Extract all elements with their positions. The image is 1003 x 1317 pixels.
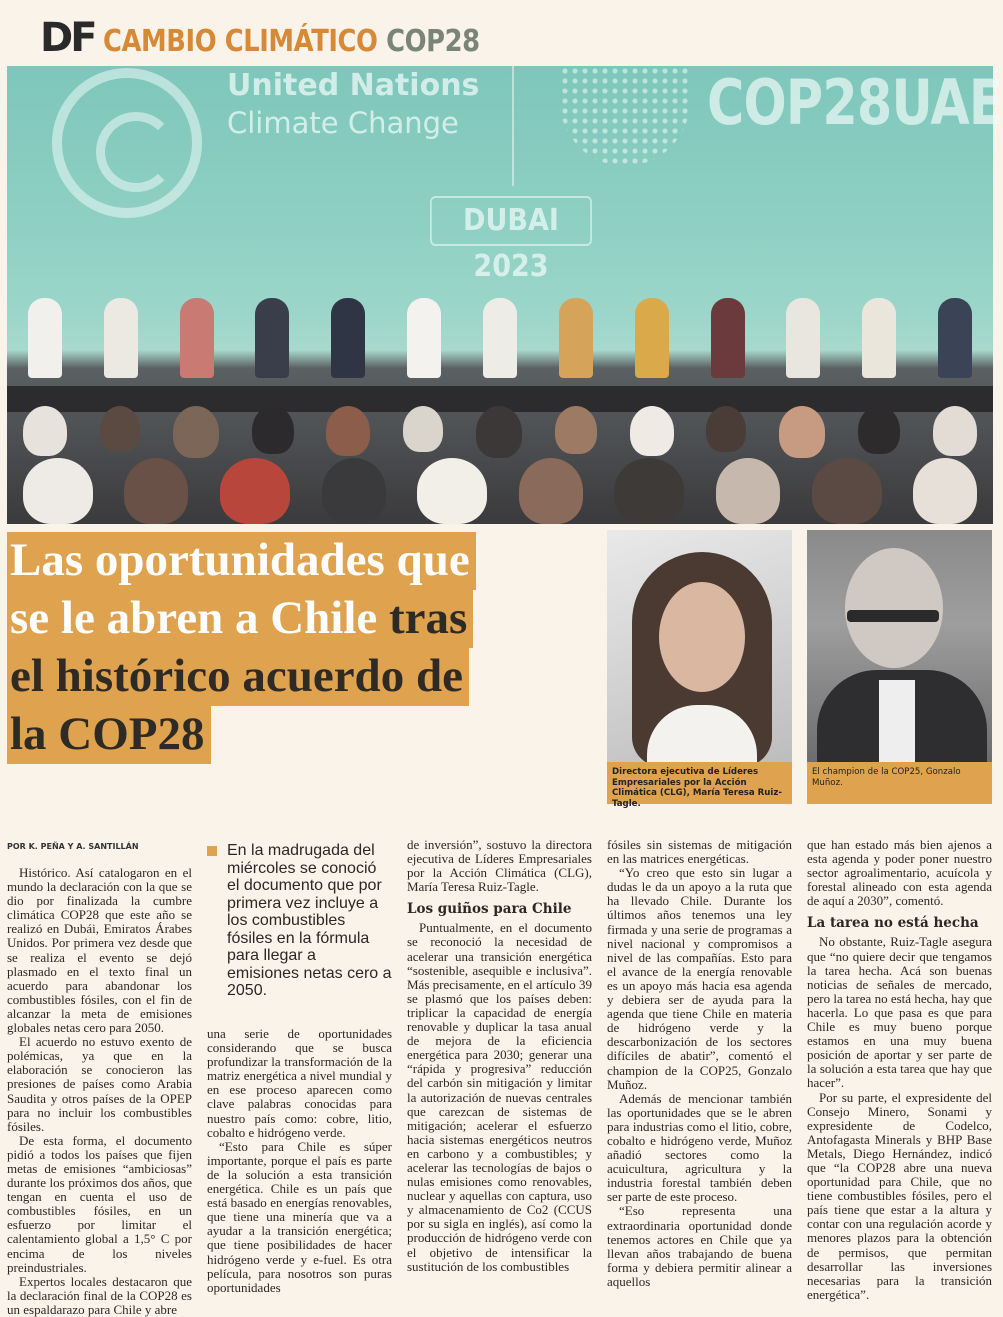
article-column-3 (407, 838, 592, 1274)
article-column-1 (7, 866, 192, 1317)
page-header (40, 8, 541, 61)
audience-row-1 (7, 406, 993, 458)
pull-quote-text: En la madrugada del miércoles se conoció el documento que por primera vez incluye a los combustibles fósiles en la fórmula para llegar a emisiones netas cero a 2050. (227, 842, 392, 999)
article-column-2 (207, 1027, 392, 1295)
backdrop-city-badge: DUBAI 2023 (430, 196, 592, 246)
audience-row-2 (7, 458, 993, 524)
article-column-4 (607, 838, 792, 1289)
pull-quote (207, 842, 392, 1000)
paragraph: una serie de oportunidades considerando que se busca profundizar la transformación de la matriz energética a nivel mundial y en ese proceso aparecen como clave palabras conocidas para nuestro país como: cobre, litio, cobalto e hidrógeno verde. (207, 1026, 392, 1140)
paragraph: El acuerdo no estuvo exento de polémicas, ya que en la elaboración se conocieron las presiones de países como Arabia Saudita y otros países de la OPEP para no incluir los combustibles fósiles. (7, 1034, 192, 1134)
byline: POR K. PEÑA Y A. SANTILLÁN (7, 842, 139, 851)
subheading: La tarea no está hecha (807, 915, 979, 932)
headline-line-2-highlight: se le abren a Chile (10, 592, 378, 644)
paragraph: fósiles sin sistemas de mitigación en las matrices energéticas. (607, 837, 792, 867)
backdrop-org-line1: United Nations (227, 68, 480, 103)
headline-line-3: el histórico acuerdo de (7, 648, 469, 706)
paragraph: Expertos locales destacaron que la declaración final de la COP28 es un espaldarazo para Chile y abre (7, 1273, 192, 1317)
subheading: Los guiños para Chile (407, 901, 572, 918)
stage-people (7, 298, 993, 378)
article-column-5 (807, 838, 992, 1302)
headline-line-2-rest: tras (377, 592, 468, 644)
brand-logo: DF (40, 15, 95, 61)
paragraph: No obstante, Ruiz-Tagle asegura que “no quiere decir que tengamos la tarea hecha. Acá son buenas noticias de señales de mercado, pero la tarea no está hecha, hay que hacerla. Lo que pasa es que para Chile es muy bueno porque estamos en una muy buena posición de aportar y ser parte de la solución a esta tarea que hay que hacer”. (807, 934, 992, 1091)
paragraph: De esta forma, el documento pidió a todos los países que fijen metas de emisiones “ambiciosas” durante los próximos dos años, que tengan en cuenta el uso de combustibles fósiles, en un esfuerzo por limitar el calentamiento global a 1,5° C por encima de los niveles preindustriales. (7, 1132, 192, 1275)
pull-quote-marker (207, 846, 217, 856)
hero-photo (7, 66, 1003, 524)
paragraph: Por su parte, el expresidente del Consejo Minero, Sonami y expresidente de Codelco, Antofagasta Minerals y BHP Base Metals, Diego Hernández, indicó que “la COP28 abre una nueva oportunidad para Chile, que no tiene combustibles fósiles, pero el país tiene que estar a la altura y contar con una regulación acorde y menores plazos para la obtención de permisos, que permitan desarrollar las inversiones necesarias para la transición energética”. (807, 1089, 992, 1302)
caption-ruiz-tagle: Directora ejecutiva de Líderes Empresariales por la Acción Climática (CLG), María Teresa Ruiz-Tagle. (607, 762, 792, 804)
backdrop-org-line2: Climate Change (227, 106, 459, 140)
portrait-munoz (807, 530, 992, 762)
portrait-ruiz-tagle (607, 530, 792, 762)
paragraph: Además de mencionar también las oportunidades que se le abren para industrias como el litio, cobre, cobalto e hidrógeno verde, Muñoz añadió sectores como la acuicultura, agricultura y la industria forestal también deben ser parte de este proceso. (607, 1090, 792, 1205)
paragraph: “Eso representa una extraordinaria oportunidad donde tenemos actores en Chile que ya llevan años trabajando de buena forma y debiera permitir alinear a aquellos (607, 1203, 792, 1289)
cop28-globe-icon (560, 66, 690, 166)
backdrop-org-text (227, 66, 479, 143)
section-title (103, 25, 480, 58)
headline-line-4: la COP28 (7, 706, 211, 764)
unfccc-logo-icon (52, 68, 202, 218)
section-event: COP28 (385, 24, 480, 59)
paragraph: “Yo creo que esto sin lugar a dudas le da un apoyo a la ruta que ha llevado Chile. Durante los últimos años tenemos una ley firmada y una serie de programas a nivel nacional y compromisos a nivel de las compañías. Esto para el avance de la energía renovable es un apoyo más hacia esa agenda y debiera ser de ayuda para la agenda que tiene Chile en materia de hidrógeno verde y la descarbonización de los sectores difíciles de abatir”, comentó el champion de la COP25, Gonzalo Muñoz. (607, 865, 792, 1092)
paragraph: Puntualmente, en el documento se reconoció la necesidad de acelerar una transición energética “sostenible, asequible e inclusiva”. Más precisamente, en el artículo 39 se plasmó que los países deben: triplicar la capacidad de energía renovable y duplicar la tasa anual de mejora de la eficiencia energética para 2030; generar una “rápida y progresiva” reducción del carbón sin mitigación y limitar la autorización de nuevas centrales que carezcan de sistemas de mitigación; acelerar el esfuerzo hacia sistemas energéticos neutros en carbono y a combustibles; y acelerar las tecnologías de bajos o nulas emisiones como renovables, nuclear y aquellas con captura, uso y almacenamiento de Co2 (CCUS por su sigla en inglés), así como la producción de hidrógeno verde con el objetivo de intensificar la sustitución de los combustibles (407, 920, 592, 1274)
backdrop-event-text: COP28UAE (707, 66, 1003, 139)
backdrop-divider (512, 66, 514, 186)
paragraph: de inversión”, sostuvo la directora ejecutiva de Líderes Empresariales por la Acción Climática (CLG), María Teresa Ruiz-Tagle. (407, 837, 592, 895)
paragraph: Histórico. Así catalogaron en el mundo la declaración con la que se dio por finalizada la cumbre climática COP28 que este año se realizó en Dubái, Emiratos Árabes Unidos. Por primera vez desde que se realiza el evento se dejó plasmado en el texto final un acuerdo para abandonar los combustibles fósiles, con el fin de alcanzar la meta de emisiones globales netas cero para 2050. (7, 865, 192, 1036)
paragraph: “Esto para Chile es súper importante, porque el país es parte de la solución a esta transición energética. Chile es un país que está basado en energías renovables, que tiene una minería que va a ayudar a la transición energética; que tiene posibilidades de hacer hidrógeno verde y e-fuel. Es otra película, para nosotros son puras oportunidades (207, 1138, 392, 1295)
article-headline (7, 532, 567, 764)
paragraph: que han estado más bien ajenos a esta agenda y poder poner nuestro sector agroalimentario, acuícola y forestal alineado con esta agenda de aquí a 2030”, comentó. (807, 837, 992, 909)
headline-line-2 (7, 590, 473, 648)
headline-line-1: Las oportunidades que (7, 532, 476, 590)
section-name: CAMBIO CLIMÁTICO (102, 24, 378, 59)
caption-munoz: El champion de la COP25, Gonzalo Muñoz. (807, 762, 992, 804)
